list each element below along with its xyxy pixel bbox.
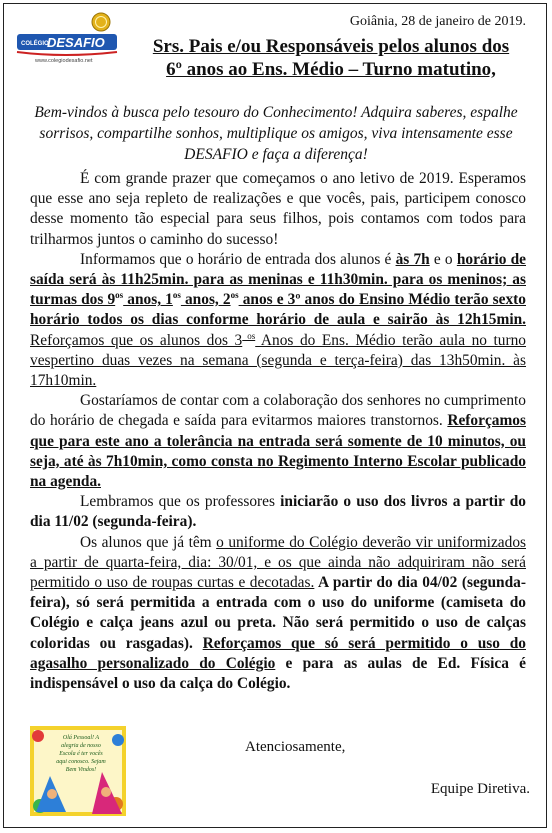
welcome-card-text: Olá Pessoal! A alegria de nosso Escola é ter vocês aqui conosco. Sejam Bem Vindos! <box>56 735 106 773</box>
logo-url: www.colegiodesafio.net <box>35 58 93 64</box>
title-line-1: Srs. Pais e/ou Responsáveis pelos alunos dos <box>152 36 510 57</box>
svg-text:COLÉGIO: COLÉGIO <box>21 41 49 47</box>
paragraph-1: É com grande prazer que começamos o ano letivo de 2019. Esperamos que esse ano seja repleto de realizações e que vocês, pais, participem conosco desse momento tão especial para seus filhos, pois contamos com todos para trilharmos juntos o caminho do sucesso! <box>30 170 526 248</box>
signature: Equipe Diretiva. <box>430 781 530 797</box>
letter-body <box>30 169 526 694</box>
closing-salutation: Atenciosamente, <box>245 739 346 755</box>
paragraph-3: Gostaríamos de contar com a colaboração dos senhores no cumprimento do horário de chegada e saída para evitarmos maiores transtornos. Reforçamos que para este ano a tolerância na entrada será somente de 10 minutos, ou seja, até às 7h10min, como consta no Regimento Interno Escolar publicado na agenda. <box>30 392 526 491</box>
title-line-2: 6º anos ao Ens. Médio – Turno matutino, <box>166 59 496 80</box>
letter-date: Goiânia, 28 de janeiro de 2019. <box>349 14 526 29</box>
svg-text:DESAFIO: DESAFIO <box>47 35 105 50</box>
paragraph-5: Os alunos que já têm o uniforme do Colégio deverão vir uniformizados a partir de quarta-feira, dia: 30/01, e os que ainda não adquiriram não será permitido o uso de roupas curtas e decotadas. A partir do dia 04/02 (segunda-feira), só será permitida a entrada com o uso do uniforme (camiseta do Colégio e calça jeans azul ou preta. Não será permitido o uso de calças coloridas ou rasgadas). Reforçamos que só será permitido o uso do agasalho personalizado do Colégio e para as aulas de Ed. Física é indispensável o uso da calça do Colégio. <box>30 533 527 693</box>
welcome-message: Bem-vindos à busca pelo tesouro do Conhecimento! Adquira saberes, espalhe sorrisos, compartilhe sonhos, multiplique os amigos, viva intensamente esse DESAFIO e faça a diferença! <box>34 104 518 163</box>
school-logo <box>15 12 120 64</box>
paragraph-2: Informamos que o horário de entrada dos alunos é às 7h e o horário de saída será às 11h25min. para as meninas e 11h30min. para os meninos; as turmas dos $9^{os}$ anos, $1^{os}$ anos, $2^{os}$ anos e 3º anos do Ensino Médio terão sexto horário todos os dias conforme horário de aula e sairão às 12h15min. Reforçamos que os alunos dos 3 $^{os}$ Anos do Ens. Médio terão aula no turno vespertino duas vezes na semana (segunda e terça-feira) das 13h50min. às 17h10min. <box>30 250 527 390</box>
paragraph-4: Lembramos que os professores iniciarão o uso dos livros a partir do dia 11/02 (segunda-feira). <box>30 493 526 531</box>
welcome-card-image <box>30 726 126 816</box>
letter-title <box>130 35 532 81</box>
